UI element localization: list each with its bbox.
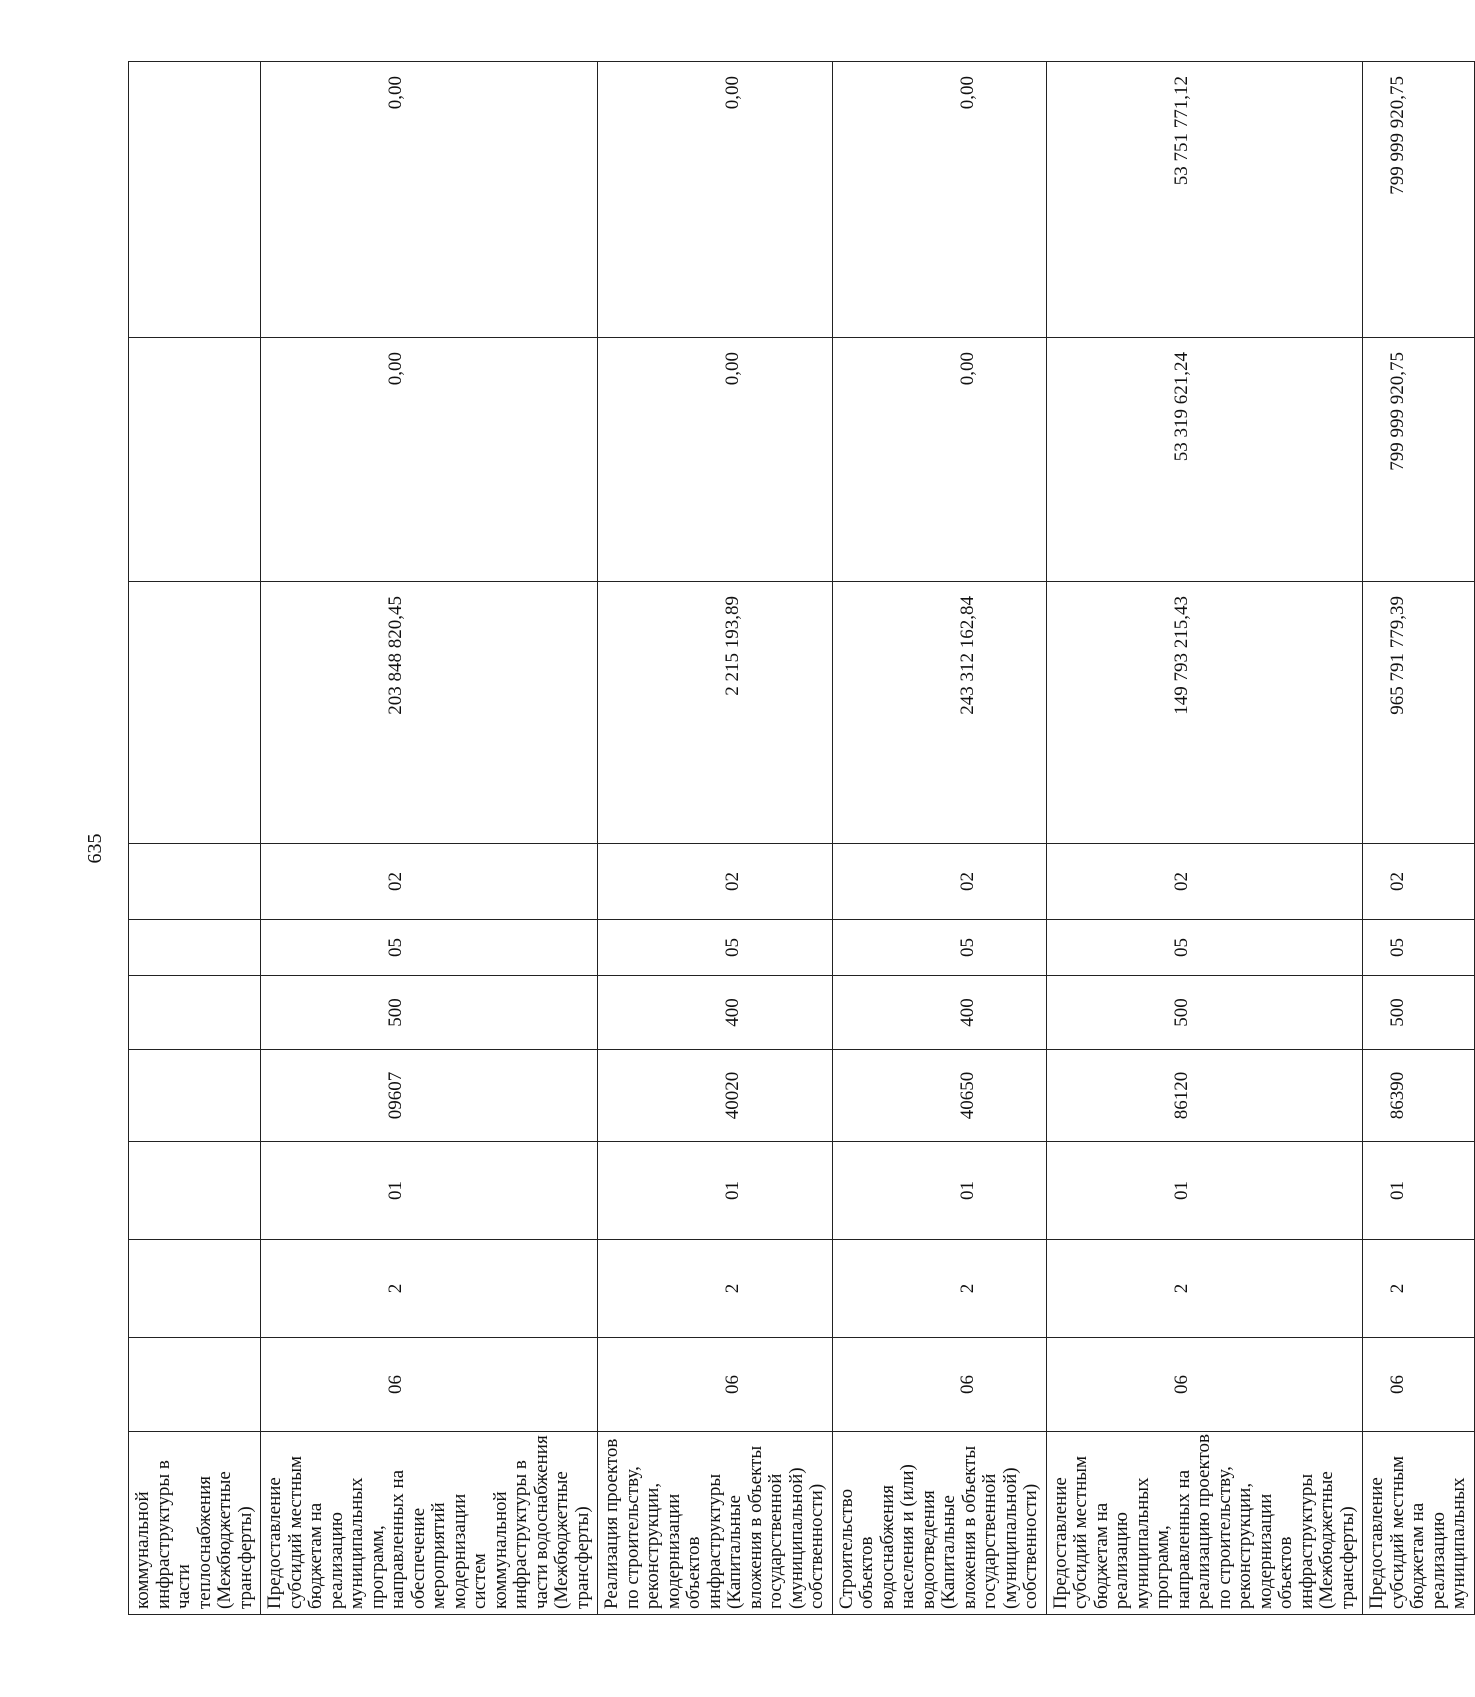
event-code: 01 bbox=[1363, 1142, 1475, 1240]
amount-year-1: 203 848 820,45 bbox=[261, 582, 598, 844]
expense-type-code: 400 bbox=[832, 976, 1046, 1050]
event-code: 01 bbox=[261, 1142, 598, 1240]
table-row bbox=[261, 62, 598, 1615]
subprogram-code: 2 bbox=[1046, 1240, 1363, 1338]
amount-year-2: 0,00 bbox=[598, 338, 833, 582]
amount-year-1: 2 215 193,89 bbox=[598, 582, 833, 844]
amount-year-2: 799 999 920,75 bbox=[1363, 338, 1475, 582]
amount-year-2: 0,00 bbox=[261, 338, 598, 582]
direction-code: 40650 bbox=[832, 1050, 1046, 1142]
subprogram-code: 2 bbox=[598, 1240, 833, 1338]
item-name: Предоставление субсидий местным бюджетам на реализацию муниципальных программ, направленных на реализацию проектов по строительству, реконструкции, модернизации объектов инфраструктуры (Межбюджетные трансферты) bbox=[1046, 1432, 1363, 1615]
expense-type-code bbox=[129, 976, 261, 1050]
budget-table bbox=[128, 61, 1475, 1615]
table-row bbox=[832, 62, 1046, 1615]
item-name: Строительство объектов водоснабжения населения и (или) водоотведения (Капитальные вложения в объекты государственной (муниципальной) собственности) bbox=[832, 1432, 1046, 1615]
expense-type-code: 500 bbox=[261, 976, 598, 1050]
amount-year-3: 53 751 771,12 bbox=[1046, 62, 1363, 338]
subsection-code: 02 bbox=[598, 844, 833, 920]
direction-code: 86390 bbox=[1363, 1050, 1475, 1142]
expense-type-code: 500 bbox=[1046, 976, 1363, 1050]
table-row bbox=[598, 62, 833, 1615]
direction-code bbox=[129, 1050, 261, 1142]
subsection-code: 02 bbox=[1046, 844, 1363, 920]
subsection-code: 02 bbox=[1363, 844, 1475, 920]
section-code: 05 bbox=[598, 920, 833, 976]
amount-year-1 bbox=[129, 582, 261, 844]
direction-code: 09607 bbox=[261, 1050, 598, 1142]
program-code: 06 bbox=[598, 1338, 833, 1432]
program-code: 06 bbox=[261, 1338, 598, 1432]
event-code: 01 bbox=[1046, 1142, 1363, 1240]
amount-year-2: 53 319 621,24 bbox=[1046, 338, 1363, 582]
item-name: Реализация проектов по строительству, реконструкции, модернизации объектов инфраструктуры (Капитальные вложения в объекты государственной (муниципальной) собственности) bbox=[598, 1432, 833, 1615]
subprogram-code bbox=[129, 1240, 261, 1338]
amount-year-1: 965 791 779,39 bbox=[1363, 582, 1475, 844]
amount-year-1: 149 793 215,43 bbox=[1046, 582, 1363, 844]
program-code bbox=[129, 1338, 261, 1432]
expense-type-code: 400 bbox=[598, 976, 833, 1050]
amount-year-3: 0,00 bbox=[261, 62, 598, 338]
amount-year-3: 0,00 bbox=[598, 62, 833, 338]
amount-year-2 bbox=[129, 338, 261, 582]
item-name: Предоставление субсидий местным бюджетам на реализацию муниципальных программ, направленных на обеспечение мероприятий модернизации систем коммунальной инфраструктуры в части водоснабжения (Межбюджетные трансферты) bbox=[261, 1432, 598, 1615]
subprogram-code: 2 bbox=[1363, 1240, 1475, 1338]
subsection-code bbox=[129, 844, 261, 920]
event-code: 01 bbox=[832, 1142, 1046, 1240]
page-number: 635 bbox=[84, 833, 106, 864]
subsection-code: 02 bbox=[261, 844, 598, 920]
item-name: коммунальной инфраструктуры в части теплоснабжения (Межбюджетные трансферты) bbox=[129, 1432, 261, 1615]
section-code: 05 bbox=[1046, 920, 1363, 976]
subprogram-code: 2 bbox=[832, 1240, 1046, 1338]
subprogram-code: 2 bbox=[261, 1240, 598, 1338]
expense-type-code: 500 bbox=[1363, 976, 1475, 1050]
section-code bbox=[129, 920, 261, 976]
subsection-code: 02 bbox=[832, 844, 1046, 920]
direction-code: 40020 bbox=[598, 1050, 833, 1142]
amount-year-1: 243 312 162,84 bbox=[832, 582, 1046, 844]
program-code: 06 bbox=[832, 1338, 1046, 1432]
table-row bbox=[129, 62, 261, 1615]
program-code: 06 bbox=[1363, 1338, 1475, 1432]
amount-year-3: 0,00 bbox=[832, 62, 1046, 338]
event-code bbox=[129, 1142, 261, 1240]
item-name: Предоставление субсидий местным бюджетам на реализацию муниципальных bbox=[1363, 1432, 1475, 1615]
section-code: 05 bbox=[832, 920, 1046, 976]
direction-code: 86120 bbox=[1046, 1050, 1363, 1142]
table-row bbox=[1363, 62, 1475, 1615]
amount-year-3 bbox=[129, 62, 261, 338]
event-code: 01 bbox=[598, 1142, 833, 1240]
amount-year-3: 799 999 920,75 bbox=[1363, 62, 1475, 338]
table-row bbox=[1046, 62, 1363, 1615]
program-code: 06 bbox=[1046, 1338, 1363, 1432]
amount-year-2: 0,00 bbox=[832, 338, 1046, 582]
section-code: 05 bbox=[261, 920, 598, 976]
section-code: 05 bbox=[1363, 920, 1475, 976]
